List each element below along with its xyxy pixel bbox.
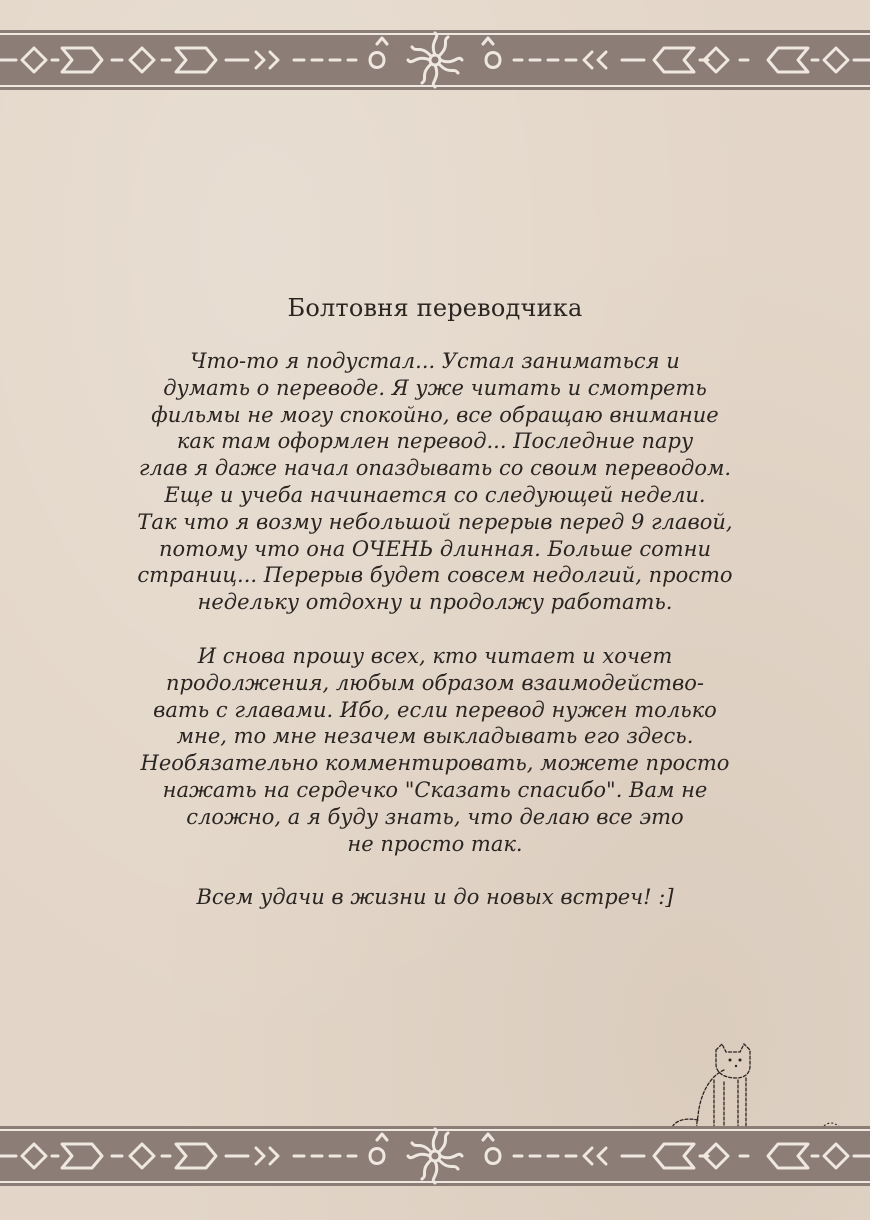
text-line: Еще и учеба начинается со следующей недели. xyxy=(164,482,706,507)
paragraph-gap xyxy=(110,616,760,643)
paragraph-gap xyxy=(110,857,760,884)
text-line: И снова прошу всех, кто читает и хочет xyxy=(197,643,673,668)
text-line: вать с главами. Ибо, если перевод нужен только xyxy=(153,697,717,722)
text-line: страниц... Перерыв будет совсем недолгий, просто xyxy=(137,563,733,588)
ornamental-border-bottom xyxy=(0,1126,870,1186)
ornament-bottom-svg xyxy=(0,1126,870,1186)
text-line: Всем удачи в жизни и до новых встреч! :] xyxy=(196,885,674,910)
paragraph-2 xyxy=(110,643,760,857)
text-line: думать о переводе. Я уже читать и смотреть xyxy=(163,375,707,400)
page-title: Болтовня переводчика xyxy=(287,294,583,322)
translator-note xyxy=(110,288,760,911)
ornamental-border-top xyxy=(0,30,870,90)
paragraph-3 xyxy=(110,884,760,911)
text-line: сложно, а я буду знать, что делаю все это xyxy=(186,804,684,829)
text-line: Что-то я подустал... Устал заниматься и xyxy=(190,349,680,373)
text-line: продолжения, любым образом взаимодейство- xyxy=(166,670,704,695)
paragraph-1 xyxy=(110,348,760,616)
ornament-top-svg xyxy=(0,30,870,90)
text-line: потому что она ОЧЕНЬ длинная. Больше сотни xyxy=(158,536,712,561)
text-line: Необязательно комментировать, можете просто xyxy=(140,751,730,776)
text-line: Так что я возму небольшой перерыв перед 9 главой, xyxy=(137,509,733,534)
text-line: нажать на сердечко "Сказать спасибо". Вам не xyxy=(162,777,708,802)
text-line: не просто так. xyxy=(347,831,523,856)
text-line: фильмы не могу спокойно, все обращаю внимание xyxy=(151,402,719,427)
text-line: глав я даже начал опаздывать со своим переводом. xyxy=(138,456,732,481)
text-line: как там оформлен перевод... Последние пару xyxy=(176,429,694,454)
text-line: недельку отдохну и продолжу работать. xyxy=(197,590,673,615)
text-line: мне, то мне незачем выкладывать его здесь. xyxy=(176,724,694,749)
